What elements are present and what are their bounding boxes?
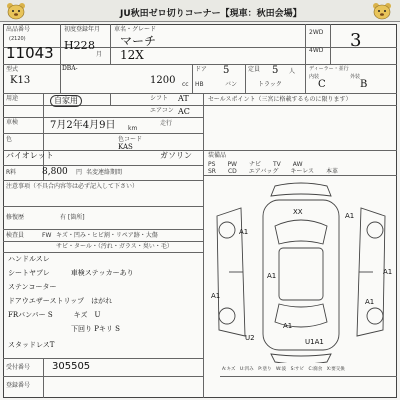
grid-line bbox=[110, 93, 111, 105]
registration-month: 8 bbox=[88, 39, 95, 52]
aircon-label: エアコン bbox=[150, 107, 174, 114]
note-line: ステンコーター bbox=[8, 283, 57, 291]
wheel-rear-left bbox=[219, 308, 235, 324]
damage-mark: A1 bbox=[211, 292, 221, 300]
engine-cc: 1200 bbox=[150, 75, 176, 86]
equipment-sr: SR bbox=[208, 168, 216, 175]
note-line: 下回り Pキリ S bbox=[8, 325, 120, 333]
model-code: K13 bbox=[10, 75, 31, 86]
color-label: 色 bbox=[6, 136, 13, 143]
recycle-unit: 円 bbox=[76, 169, 83, 176]
bear-mascot-icon bbox=[372, 2, 392, 20]
exterior-label: 外装 bbox=[350, 74, 361, 80]
equipment-cd: CD bbox=[227, 168, 237, 175]
grid-line bbox=[3, 241, 203, 242]
wheel-front-right bbox=[367, 222, 383, 238]
inspector-fw-items: キズ・凹み・ヒビ割・リペア跡・大傷 bbox=[56, 232, 158, 239]
body-type-truck: トラック bbox=[258, 81, 282, 88]
damage-mark: A1 bbox=[365, 298, 375, 306]
studless-note: スタッドレスT bbox=[8, 341, 55, 349]
grid-line bbox=[43, 358, 44, 398]
recycle-value: 8,800 bbox=[42, 167, 68, 177]
windshield bbox=[275, 220, 327, 244]
damage-mark: U1A1 bbox=[305, 338, 324, 346]
wheel-front-left bbox=[219, 222, 235, 238]
equipment-ps: PS bbox=[208, 161, 216, 168]
equipment-navi: ナビ bbox=[249, 161, 262, 168]
doors-label: ドア bbox=[195, 66, 207, 73]
fuel-type: ガソリン bbox=[160, 151, 192, 160]
bear-mascot-icon bbox=[6, 2, 26, 20]
model-prefix: DBA- bbox=[62, 65, 78, 72]
grid-line bbox=[3, 165, 203, 166]
grid-line bbox=[3, 252, 203, 253]
grid-line bbox=[3, 93, 397, 94]
damage-mark: A1 bbox=[345, 212, 355, 220]
reception-value: 305505 bbox=[52, 361, 91, 372]
grid-line bbox=[3, 180, 203, 181]
inspector-fw-label: FW bbox=[42, 232, 52, 239]
handwritten-notes bbox=[8, 256, 198, 340]
drive-2wd-label: 2WD bbox=[309, 29, 324, 36]
shift-value: AT bbox=[178, 94, 189, 103]
grid-line bbox=[3, 358, 203, 359]
grid-line bbox=[245, 64, 246, 93]
registration-month-unit: 月 bbox=[96, 51, 103, 58]
grid-line bbox=[3, 376, 203, 377]
equipment-tv: TV bbox=[273, 161, 281, 168]
lot-sub: (2120) bbox=[9, 36, 26, 42]
front-bumper bbox=[271, 183, 331, 196]
body-type-van: バン bbox=[225, 81, 238, 88]
registration-number-label: 登録番号 bbox=[6, 382, 31, 389]
grid-line bbox=[305, 24, 306, 93]
inspector-row-2: サビ・タール・（汚れ・ガラス・臭い・毛） bbox=[56, 243, 173, 250]
doors-value: 5 bbox=[223, 65, 230, 76]
grid-line bbox=[3, 229, 203, 230]
recycle-label: R料 bbox=[6, 169, 17, 176]
mileage-unit: km bbox=[128, 125, 138, 132]
equipment-label: 装備品 bbox=[208, 152, 227, 159]
damage-legend: A:キズ U:凹み P:塗り W:波 S:サビ C:腐食 X:要交換 bbox=[222, 367, 345, 372]
grid-line bbox=[330, 24, 331, 64]
registration-label: 初度登録年月 bbox=[64, 26, 101, 33]
damage-mark: A1 bbox=[239, 228, 249, 236]
seats-value: 5 bbox=[272, 65, 279, 76]
damage-mark: A1 bbox=[283, 322, 293, 330]
vehicle-grade: 12X bbox=[120, 48, 144, 62]
roof bbox=[279, 248, 323, 300]
damage-mark: XX bbox=[293, 208, 303, 216]
header-title: JU秋田ゼロ切りコーナー【現車：秋田会場】 bbox=[120, 9, 302, 19]
use-value: 自家用 bbox=[50, 95, 82, 107]
grid-line bbox=[203, 175, 397, 176]
mileage-label: 走行 bbox=[160, 120, 173, 127]
grid-line bbox=[203, 93, 204, 398]
aircon-value: AC bbox=[178, 107, 190, 116]
drive-4wd-label: 4WD bbox=[309, 47, 324, 54]
damage-mark: A1 bbox=[267, 272, 277, 280]
model-label: 型式 bbox=[6, 66, 19, 73]
equipment-aw: AW bbox=[292, 161, 303, 168]
registration-era: H22 bbox=[64, 39, 88, 52]
inspection-value: 7月2年4月9日 bbox=[50, 120, 116, 131]
seats-label: 定員 bbox=[248, 66, 261, 73]
rear-bumper bbox=[271, 354, 331, 363]
document-header bbox=[0, 0, 400, 22]
shift-label: シフト bbox=[150, 95, 169, 102]
note-line: ドアウエザーストリップ はがれ bbox=[8, 297, 113, 305]
wheel-rear-right bbox=[367, 308, 383, 324]
grid-line bbox=[3, 117, 203, 118]
deposit-label: 名変連絡期間 bbox=[86, 169, 123, 176]
body-type-hb: HB bbox=[195, 81, 204, 88]
interior-label: 内装 bbox=[309, 74, 320, 80]
vehicle-name: マーチ bbox=[120, 34, 157, 48]
notes-label: 注意事項（不具合内容等は必ず記入して下さい） bbox=[6, 183, 139, 190]
seats-unit: 人 bbox=[289, 68, 296, 75]
grid-line bbox=[220, 376, 397, 377]
damage-mark: A1 bbox=[383, 268, 393, 276]
color-value: バイオレット bbox=[6, 151, 54, 160]
exterior-grade: B bbox=[360, 79, 368, 90]
color-code: KAS bbox=[118, 143, 133, 151]
note-line: シートヤブレ 車検ステッカーあり bbox=[8, 269, 134, 277]
grid-line bbox=[3, 133, 203, 134]
grid-line bbox=[192, 64, 193, 93]
vehicle-name-label: 車名・グレード bbox=[114, 26, 157, 33]
note-line: ハンドルスレ bbox=[8, 255, 50, 263]
interior-grade: C bbox=[318, 79, 326, 90]
equipment-row-2 bbox=[208, 169, 393, 175]
grid-line bbox=[203, 150, 397, 151]
lot-label: 出品番号 bbox=[6, 26, 31, 33]
inspector-label: 検査員 bbox=[6, 232, 25, 239]
car-damage-diagram bbox=[205, 178, 397, 363]
reception-label: 受付番号 bbox=[6, 364, 31, 371]
cc-unit: cc bbox=[182, 81, 189, 88]
grid-line bbox=[110, 24, 111, 64]
equipment-keyless: キーレス bbox=[290, 168, 315, 175]
grade-score: 3 bbox=[350, 30, 362, 51]
color-code-label: 色コード bbox=[118, 136, 143, 143]
inspection-label: 車検 bbox=[6, 119, 19, 126]
damage-mark: U2 bbox=[245, 334, 255, 342]
grid-line bbox=[3, 206, 203, 207]
equipment-leather: 本革 bbox=[326, 168, 339, 175]
grid-line bbox=[3, 47, 397, 48]
grid-line bbox=[60, 24, 61, 93]
use-label: 用途 bbox=[6, 95, 19, 102]
lot-number: 11043 bbox=[6, 44, 54, 62]
history-label: 修復歴 bbox=[6, 214, 25, 221]
sales-point-label: セールスポイント（三宮に格載するものに限ります） bbox=[208, 96, 352, 103]
history-value: 有 [箇所] bbox=[60, 214, 85, 221]
dealer-label: ディーラー・並行 bbox=[309, 66, 349, 72]
equipment-airbag: エアバッグ bbox=[248, 168, 279, 175]
note-line: FRバンパー S キズ U bbox=[8, 311, 101, 319]
equipment-pw: PW bbox=[227, 161, 237, 168]
